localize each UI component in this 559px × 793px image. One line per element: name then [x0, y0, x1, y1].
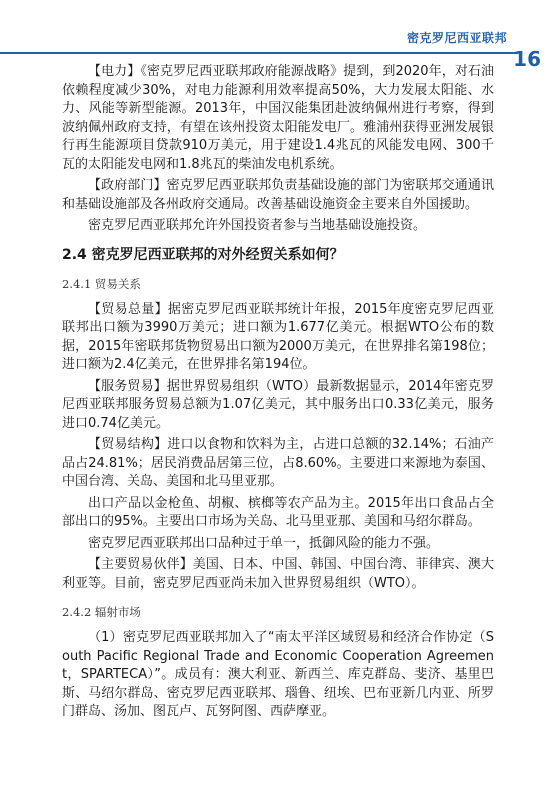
- running-header-title: 密克罗尼西亚联邦: [406, 31, 507, 45]
- paragraph-text: 据世界贸易组织（WTO）最新数据显示，2014年密克罗尼西亚联邦服务贸易总额为1.07亿美元，其中服务出口0.33亿美元，服务进口0.74亿美元。: [62, 378, 494, 431]
- paragraph-tag: 【主要贸易伙伴】: [88, 557, 193, 572]
- paragraph-export-risk: 密克罗尼西亚联邦出口品种过于单一，抵御风险的能力不强。: [88, 535, 440, 551]
- paragraph-tag: 【电力】: [88, 64, 141, 79]
- paragraph-tag: 【服务贸易】: [88, 378, 167, 394]
- paragraph-sparteca: （1）密克罗尼西亚联邦加入了“南太平洋区域贸易和经济合作协定（South Pacific Regional Trade and Economic Cooperation Agreement，SPARTECA）”。成员有：澳大利亚、新西兰、库克群岛、斐济、基里巴斯、马绍尔群岛、密克罗尼西亚联邦、瑙鲁、纽埃、巴布亚新几内亚、所罗门群岛、汤加、图瓦卢、瓦努阿图、西萨摩亚。: [62, 630, 494, 719]
- paragraph-export-products: 出口产品以金枪鱼、胡椒、槟榔等农产品为主。2015年出口食品占全部出口的95%。主要出口市场为关岛、北马里亚那、美国和马绍尔群岛。: [62, 495, 494, 529]
- paragraph-trade-structure: [62, 436, 494, 492]
- paragraph-text: 美国、日本、中国、韩国、中国台湾、菲律宾、澳大利亚等。目前，密克罗尼西亚尚未加入世界贸易组织（WTO）。: [62, 557, 494, 591]
- subsection-heading-2-4-1: 2.4.1 贸易关系: [62, 276, 141, 291]
- paragraph-tag: 【贸易总量】: [88, 301, 168, 317]
- page-body: [62, 63, 494, 725]
- paragraph-text: 据密克罗尼西亚联邦统计年报，2015年度密克罗尼西亚联邦出口额为3990万美元；进口额为1.677亿美元。根据WTO公布的数据，2015年密联邦货物贸易出口额为2000万美元，在世界排名第198位；进口额为2.4亿美元，在世界排名第194位。: [62, 301, 494, 372]
- paragraph-trade-volume: [62, 301, 494, 375]
- paragraph-electricity: [62, 63, 494, 174]
- paragraph-trade-partners: [62, 556, 494, 593]
- paragraph-tag: 【政府部门】: [88, 178, 167, 193]
- paragraph-text: 《密克罗尼西亚联邦政府能源战略》提到，到2020年，对石油依赖程度减少30%，对电力能源利用效率提高50%，大力发展太阳能、水力、风能等新型能源。2013年，中国汉能集团赴波纳佩州进行考察，得到波纳佩州政府支持，有望在该州投资太阳能发电厂。雅浦州获得亚洲发展银行再生能源项目贷款910万美元，用于建设1.4兆瓦的风能发电网、300千瓦的太阳能发电网和1.8兆瓦的柴油发电机系统。: [62, 64, 494, 172]
- paragraph-tag: 【贸易结构】: [88, 437, 168, 452]
- paragraph-text: 进口以食物和饮料为主，占进口总额的32.14%；石油产品占24.81%；居民消费品居第三位，占8.60%。主要进口来源地为泰国、中国台湾、关岛、美国和北马里亚那。: [62, 437, 494, 489]
- section-heading-2-4: 2.4 密克罗尼西亚联邦的对外经贸关系如何？: [62, 246, 344, 263]
- subsection-heading-2-4-2: 2.4.2 辐射市场: [62, 605, 141, 619]
- paragraph-government-departments: [62, 177, 494, 214]
- page-number: 16: [513, 47, 541, 71]
- paragraph-foreign-investment: 密克罗尼西亚联邦允许外国投资者参与当地基础设施投资。: [88, 218, 427, 233]
- header-divider: [0, 52, 518, 54]
- paragraph-service-trade: [62, 378, 494, 434]
- paragraph-text: 密克罗尼西亚联邦负责基础设施的部门为密联邦交通通讯和基础设施部及各州政府交通局。改善基础设施资金主要来自外国援助。: [62, 178, 494, 212]
